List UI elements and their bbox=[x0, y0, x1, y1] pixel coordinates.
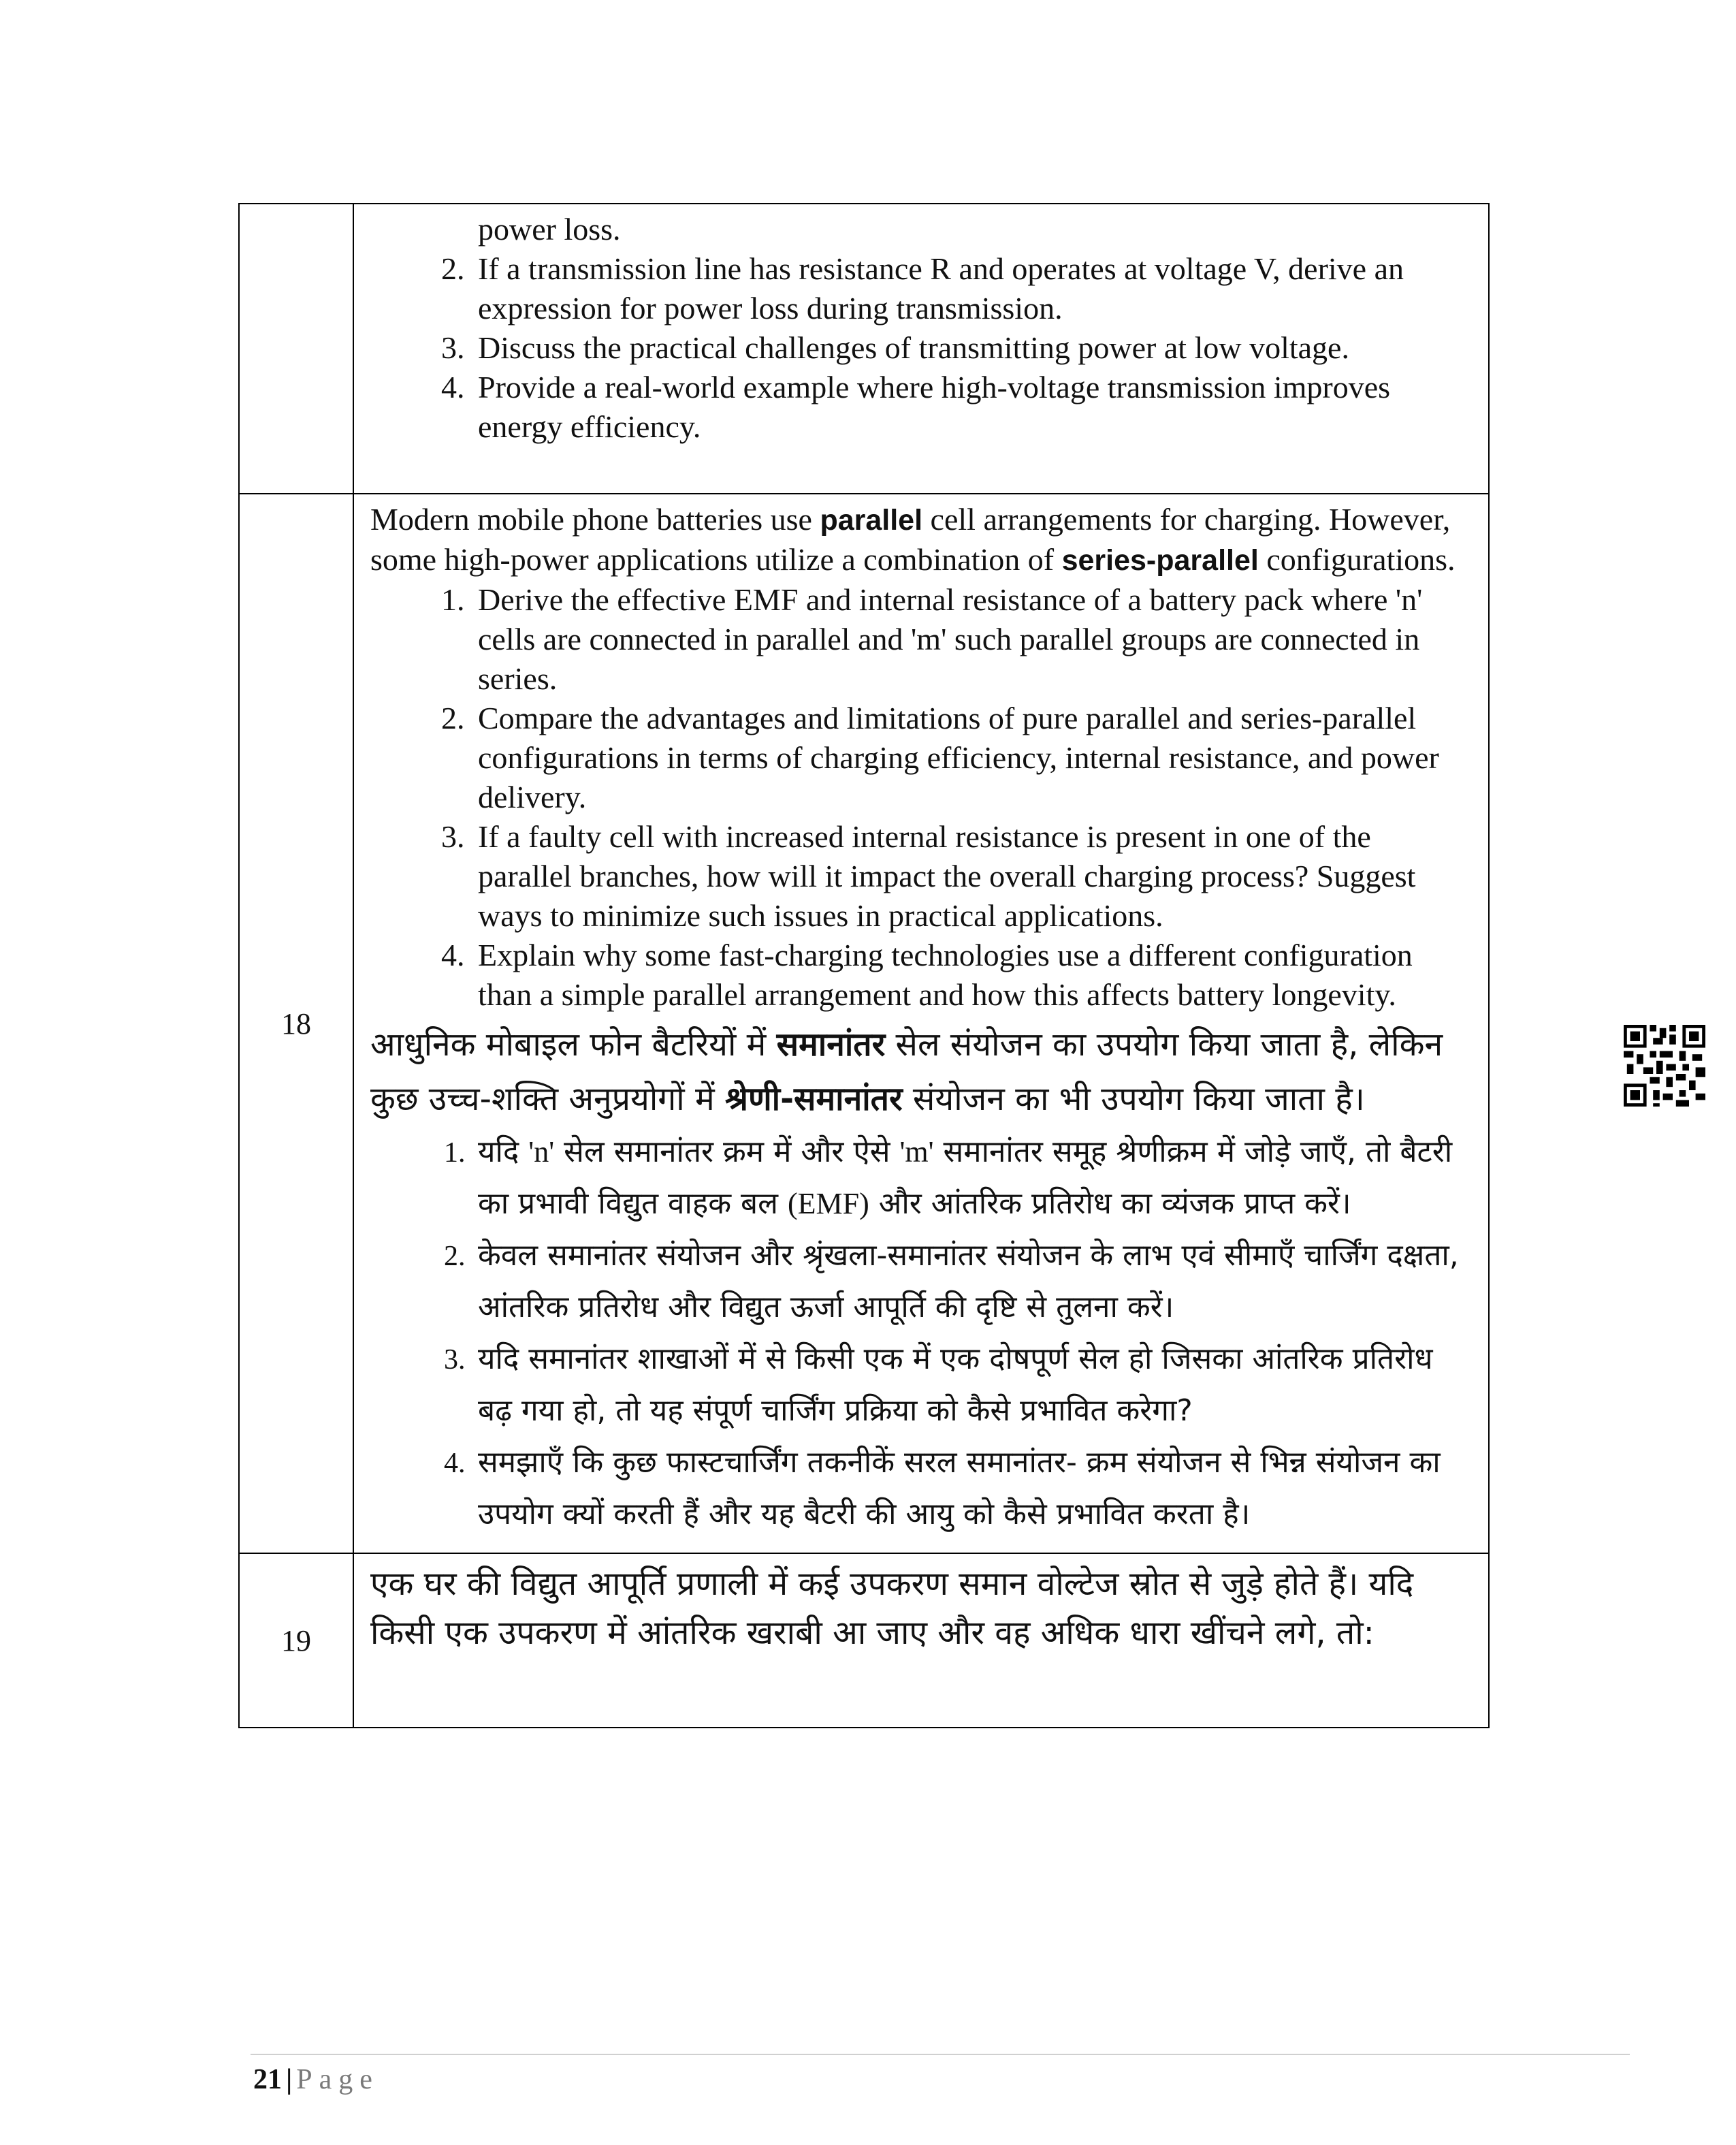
list-item: 2. केवल समानांतर संयोजन और श्रृंखला-समानांतर संयोजन के लाभ एवं सीमाएँ चार्जिंग दक्षता, आंतरिक प्रतिरोध और विद्युत ऊर्जा आपूर्ति की दृष्टि से तुलना करें। bbox=[472, 1230, 1468, 1333]
page-label: Page bbox=[296, 2064, 379, 2095]
list-item: 2. Compare the advantages and limitations of pure parallel and series-parallel configurations in terms of charging efficiency, internal resistance, and power delivery. bbox=[472, 699, 1468, 817]
question-row-19 bbox=[239, 1553, 1489, 1728]
bold-term: series-parallel bbox=[1061, 544, 1259, 577]
question-number-cell bbox=[239, 204, 353, 494]
hindi-subquestion-list bbox=[370, 1126, 1468, 1540]
qr-code-icon bbox=[1624, 1025, 1705, 1107]
list-item: 2. If a transmission line has resistance R and operates at voltage V, derive an expression for power loss during transmission. bbox=[472, 249, 1468, 328]
question-number: 19 bbox=[239, 1553, 353, 1728]
list-item: 3. Discuss the practical challenges of transmitting power at low voltage. bbox=[472, 328, 1468, 368]
question-table bbox=[238, 203, 1490, 1728]
footer-divider bbox=[251, 2054, 1630, 2055]
question-row-17-continued bbox=[239, 204, 1489, 494]
bold-term: श्रेणी-समानांतर bbox=[724, 1080, 903, 1118]
hindi-question-text: एक घर की विद्युत आपूर्ति प्रणाली में कई उपकरण समान वोल्टेज स्रोत से जुड़े होते हैं। यदि किसी एक उपकरण में आंतरिक खराबी आ जाए और वह अधिक धारा खींचने लगे, तो: bbox=[370, 1565, 1414, 1652]
continued-line: power loss. bbox=[478, 212, 621, 247]
footer-separator: | bbox=[286, 2064, 293, 2095]
page-footer bbox=[253, 2063, 379, 2096]
question-content-cell bbox=[353, 494, 1489, 1553]
bold-term: समानांतर bbox=[776, 1026, 886, 1064]
list-item: 3. If a faulty cell with increased internal resistance is present in one of the parallel branches, how will it impact the overall charging process? Suggest ways to minimize such issues in practical applications. bbox=[472, 817, 1468, 936]
list-item: 1. यदि 'n' सेल समानांतर क्रम में और ऐसे 'm' समानांतर समूह श्रेणीक्रम में जोड़े जाएँ, तो बैटरी का प्रभावी विद्युत वाहक बल (EMF) और आंतरिक प्रतिरोध का व्यंजक प्राप्त करें। bbox=[472, 1126, 1468, 1230]
list-item: 4. Provide a real-world example where high-voltage transmission improves energy efficiency. bbox=[472, 368, 1468, 447]
question-content-cell bbox=[353, 1553, 1489, 1728]
question-content-cell bbox=[353, 204, 1489, 494]
list-item: 4. Explain why some fast-charging technologies use a different configuration than a simple parallel arrangement and how this affects battery longevity. bbox=[472, 936, 1468, 1015]
question-number: 18 bbox=[239, 494, 353, 1553]
page-number: 21 bbox=[253, 2064, 282, 2095]
bold-term: parallel bbox=[820, 504, 923, 537]
hindi-intro: आधुनिक मोबाइल फोन बैटरियों में समानांतर सेल संयोजन का उपयोग किया जाता है, लेकिन कुछ उच्च-शक्ति अनुप्रयोगों में श्रेणी-समानांतर संयोजन का भी उपयोग किया जाता है। bbox=[370, 1026, 1443, 1118]
list-item: 4. समझाएँ कि कुछ फास्टचार्जिंग तकनीकें सरल समानांतर- क्रम संयोजन से भिन्न संयोजन का उपयोग क्यों करती हैं और यह बैटरी की आयु को कैसे प्रभावित करता है। bbox=[472, 1437, 1468, 1540]
list-item: 1. Derive the effective EMF and internal resistance of a battery pack where 'n' cells are connected in parallel and 'm' such parallel groups are connected in series. bbox=[472, 580, 1468, 699]
subquestion-list bbox=[370, 249, 1468, 447]
list-item: 3. यदि समानांतर शाखाओं में से किसी एक में एक दोषपूर्ण सेल हो जिसका आंतरिक प्रतिरोध बढ़ गया हो, तो यह संपूर्ण चार्जिंग प्रक्रिया को कैसे प्रभावित करेगा? bbox=[472, 1333, 1468, 1437]
english-intro: Modern mobile phone batteries use parallel cell arrangements for charging. However, some high-power applications utilize a combination of series-parallel configurations. bbox=[370, 502, 1456, 577]
english-subquestion-list bbox=[370, 580, 1468, 1015]
question-row-18 bbox=[239, 494, 1489, 1553]
